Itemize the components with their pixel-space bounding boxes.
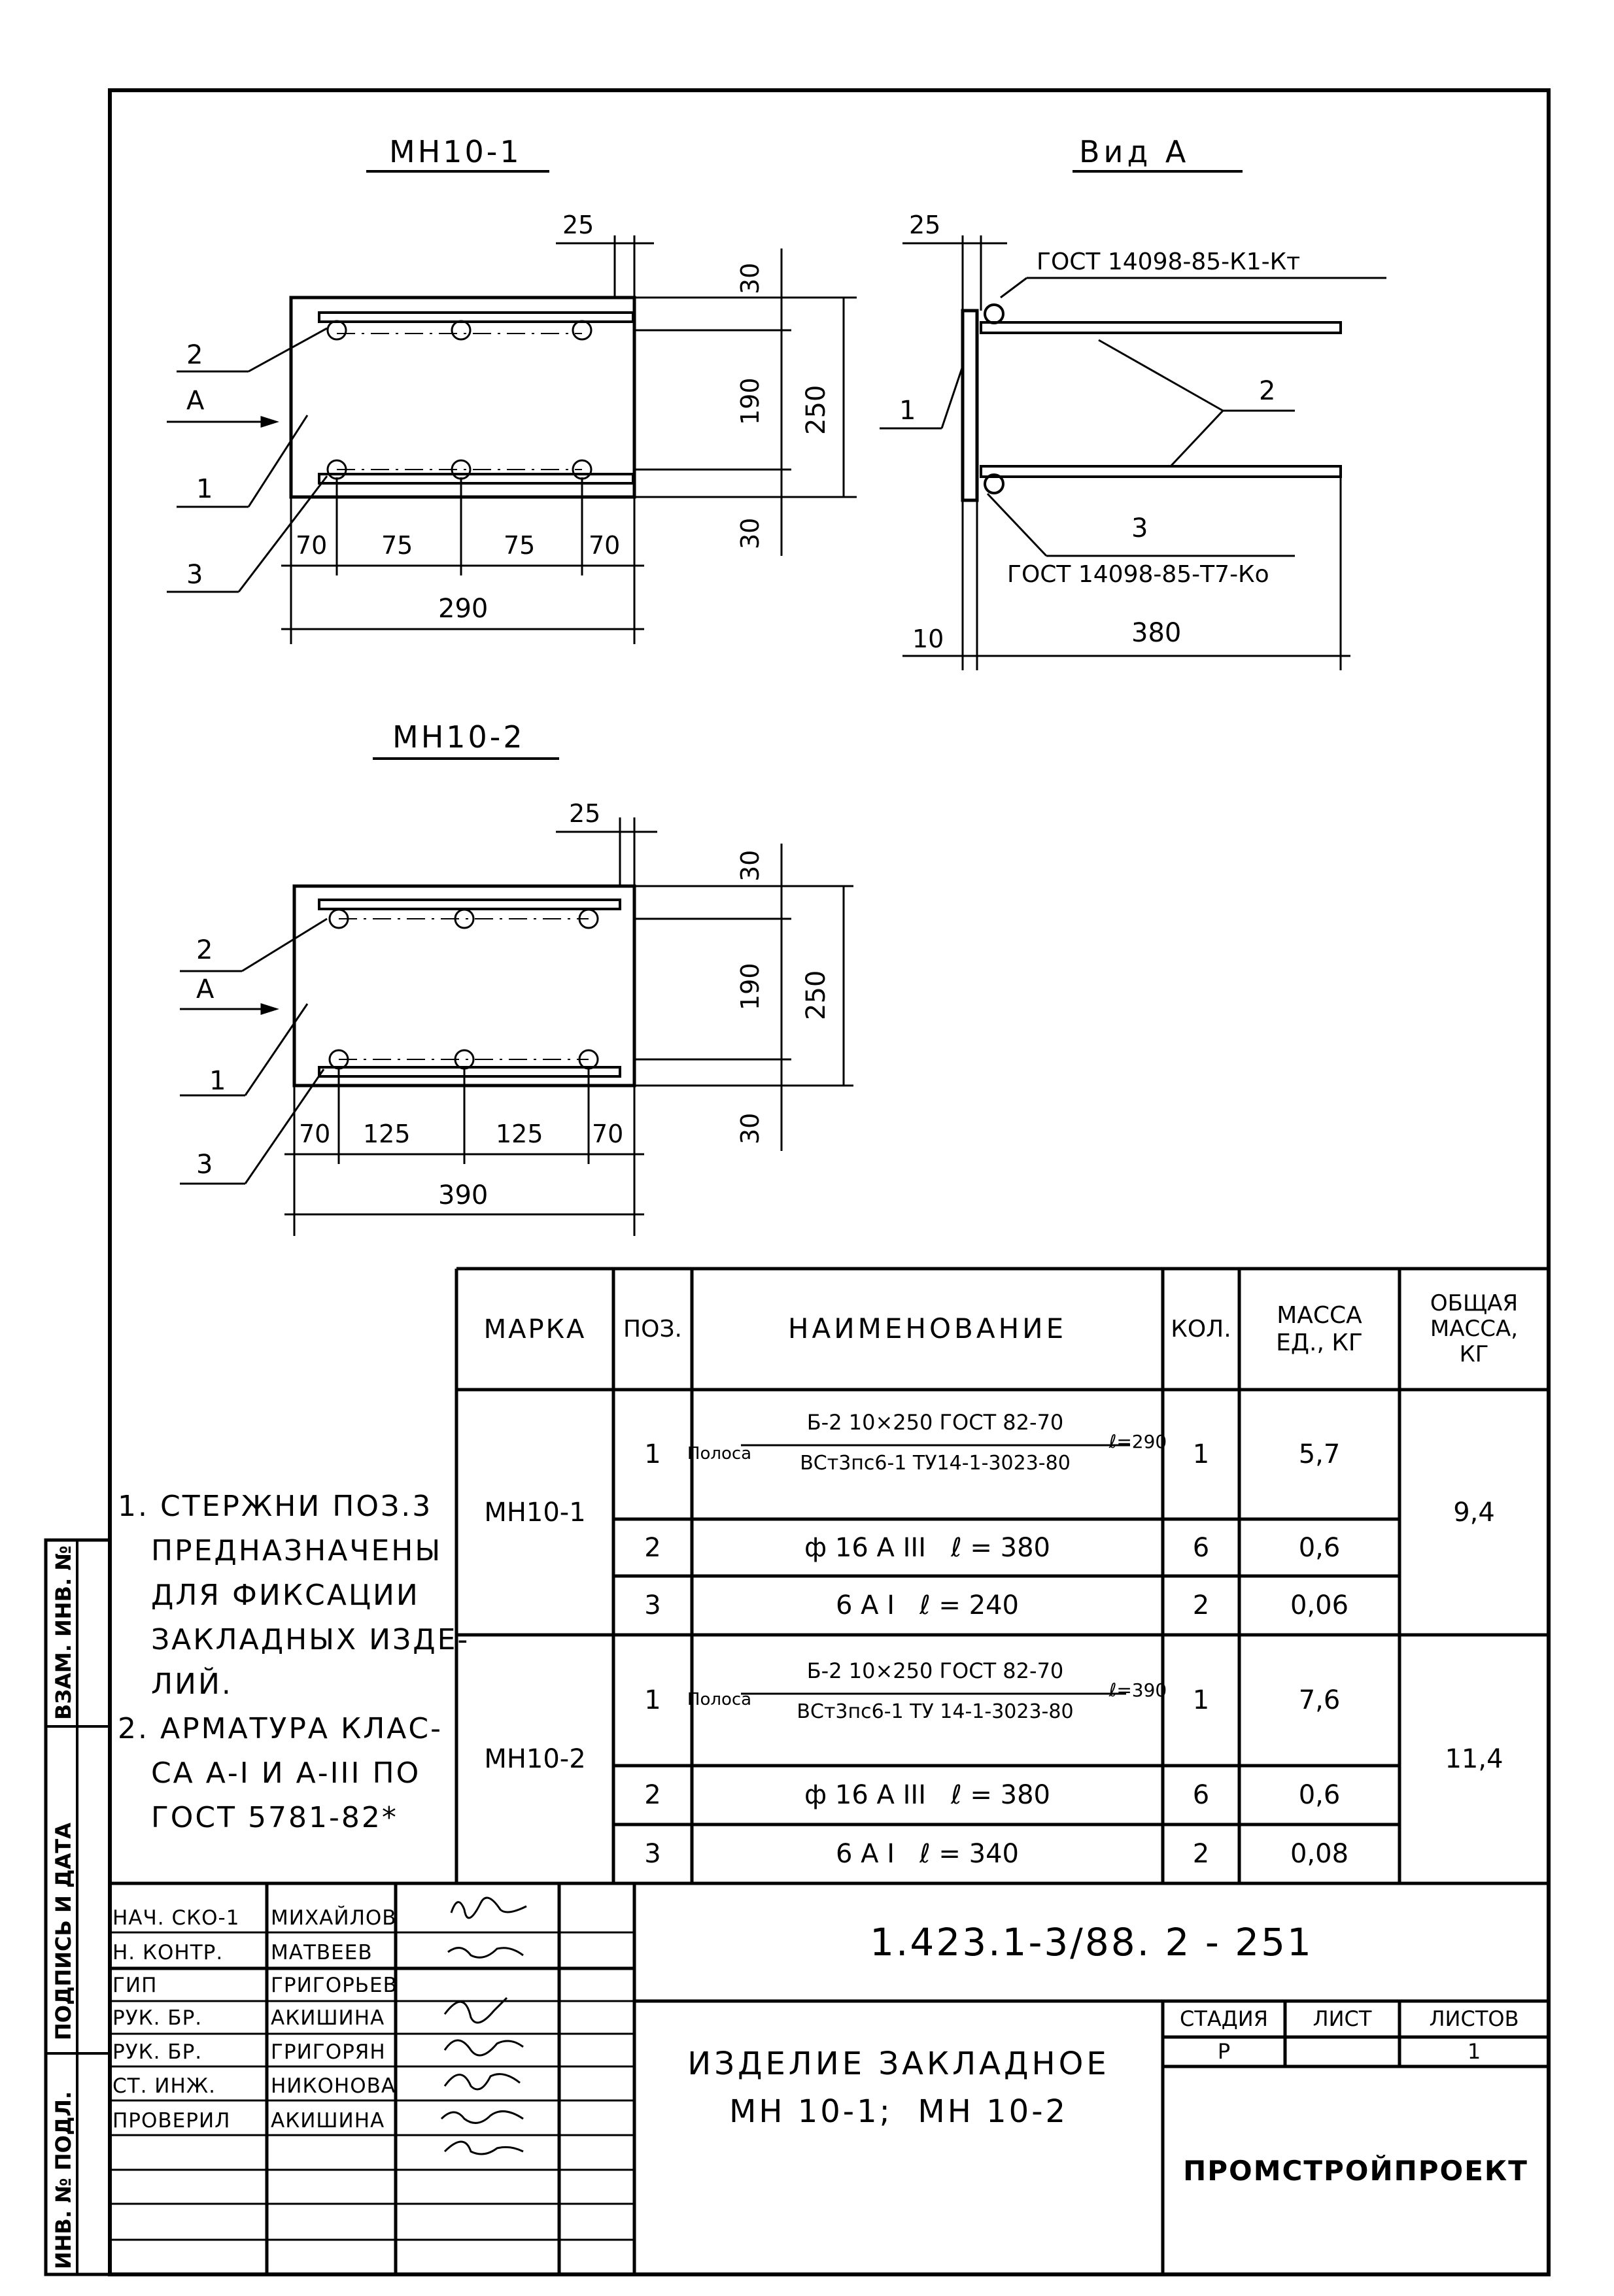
row-name-bottom: ВСт3пс6-1 ТУ 14-1-3023-80 (797, 1700, 1074, 1723)
sheet-label: ЛИСТ (1313, 2006, 1372, 2032)
mh10-1-dim-190: 190 (736, 377, 764, 425)
row-mass: 0,6 (1298, 1532, 1341, 1563)
mh10-2-pos-1: 1 (209, 1066, 226, 1096)
bar-lower (981, 466, 1341, 477)
mh10-1-title: МН10-1 (389, 134, 522, 169)
mh10-2-title: МН10-2 (392, 719, 525, 755)
staff-name: АКИШИНА (271, 2109, 385, 2133)
sidebar-replace-inv: ВЗАМ. ИНВ. № (51, 1545, 76, 1720)
row-mass: 7,6 (1298, 1685, 1341, 1715)
sidebar-inv-original: ИНВ. № ПОДЛ. (51, 2091, 76, 2269)
mark-mh10-1: МН10-1 (484, 1497, 586, 1528)
row-name-bottom: ВСт3пс6-1 ТУ14-1-3023-80 (800, 1451, 1071, 1475)
sidebar-sign-date: ПОДПИСЬ И ДАТА (51, 1823, 76, 2040)
mh10-1-dim-290: 290 (438, 594, 489, 624)
plate-outline (291, 298, 634, 497)
note-line: 1. СТЕРЖНИ ПОЗ.3 (118, 1490, 433, 1523)
bar-upper (981, 322, 1341, 333)
view-a-pos-2: 2 (1259, 376, 1276, 406)
plate-edge (963, 311, 977, 500)
staff-role: Н. КОНТР. (112, 1941, 224, 1964)
row-name-suffix: ℓ=390 (1108, 1679, 1167, 1701)
view-a-dim-25: 25 (909, 211, 941, 239)
plate-outline (294, 886, 634, 1086)
row-mass: 0,06 (1290, 1590, 1349, 1620)
view-a-gost-top: ГОСТ 14098-85-К1-Кт (1037, 248, 1301, 275)
stage-label: СТАДИЯ (1180, 2006, 1268, 2032)
mh10-1-dim-25: 25 (562, 211, 594, 239)
staff-name: ГРИГОРЬЕВ (271, 1974, 398, 1997)
mh10-2-arrow-label: А (196, 974, 215, 1004)
row-qty: 2 (1192, 1839, 1210, 1869)
mh10-1-dim-30-bot: 30 (736, 517, 764, 549)
staff-role: РУК. БР. (112, 2006, 203, 2030)
row-name-prefix: Полоса (687, 1444, 752, 1464)
row-mass: 0,08 (1290, 1839, 1349, 1869)
view-a-gost-bottom: ГОСТ 14098-85-Т7-Ко (1007, 561, 1269, 588)
document-code: 1.423.1-3/88. 2 - 251 (870, 1919, 1313, 1964)
staff-role: РУК. БР. (112, 2040, 203, 2064)
note-line: ПРЕДНАЗНАЧЕНЫ (118, 1534, 443, 1568)
mh10-1-pos-1: 1 (196, 474, 213, 504)
note-line: СА А-I И А-III ПО (118, 1756, 421, 1790)
bar-top (319, 313, 633, 322)
mh10-2-dim-30-bot: 30 (736, 1112, 764, 1144)
mh10-1-pos-2: 2 (186, 340, 203, 370)
product-name-line2: МН 10-1; МН 10-2 (729, 2093, 1069, 2131)
mh10-1-arrow-label: А (186, 386, 205, 416)
staff-role: ГИП (112, 1974, 158, 1997)
mh10-2-dim-25: 25 (569, 799, 601, 828)
row-qty: 1 (1192, 1685, 1210, 1715)
staff-role: НАЧ. СКО-1 (112, 1906, 240, 1930)
row-qty: 6 (1192, 1532, 1210, 1563)
row-name: 6 А I ℓ = 340 (836, 1839, 1019, 1869)
staff-name: МИХАЙЛОВ (271, 1906, 397, 1930)
sheets-value: 1 (1467, 2039, 1481, 2065)
view-a-pos-1: 1 (899, 396, 916, 426)
row-pos: 2 (644, 1532, 661, 1563)
mh10-2-dim-125-b: 125 (496, 1120, 543, 1148)
view-a-dim-380: 380 (1131, 618, 1182, 648)
row-name: 6 А I ℓ = 240 (836, 1590, 1019, 1620)
sheets-label: ЛИСТОВ (1429, 2006, 1519, 2032)
header-name: НАИМЕНОВАНИЕ (787, 1312, 1067, 1345)
header-mark: МАРКА (483, 1314, 587, 1345)
row-pos: 3 (644, 1590, 661, 1620)
staff-role: СТ. ИНЖ. (112, 2074, 216, 2098)
view-a-pos-3: 3 (1131, 513, 1148, 543)
view-a-title: Вид А (1079, 134, 1190, 169)
mh10-1-dim-75-b: 75 (504, 531, 536, 560)
row-name-prefix: Полоса (687, 1690, 752, 1710)
mh10-1-dim-75-a: 75 (381, 531, 413, 560)
mh10-1-dim-30-top: 30 (736, 262, 764, 294)
sheet-value (1286, 2038, 1398, 2065)
row-name-suffix: ℓ=290 (1108, 1430, 1167, 1452)
row-qty: 6 (1192, 1780, 1210, 1810)
mh10-1-dim-250: 250 (801, 385, 831, 435)
note-line: 2. АРМАТУРА КЛАС- (118, 1712, 443, 1745)
row-qty: 2 (1192, 1590, 1210, 1620)
staff-name: МАТВЕЕВ (271, 1941, 373, 1964)
signatures (441, 1898, 526, 2154)
mh10-2-dim-190: 190 (736, 963, 764, 1010)
note-line: ДЛЯ ФИКСАЦИИ (118, 1579, 420, 1612)
note-line: ЗАКЛАДНЫХ ИЗДЕ- (118, 1623, 470, 1656)
total-mass-mh10-2: 11,4 (1445, 1744, 1503, 1774)
mh10-2-pos-2: 2 (196, 935, 213, 965)
header-qty: КОЛ. (1171, 1315, 1231, 1343)
organization-name: ПРОМСТРОЙПРОЕКТ (1183, 2154, 1528, 2187)
staff-name: НИКОНОВА (271, 2074, 396, 2098)
mh10-2-dim-70-right: 70 (592, 1120, 624, 1148)
header-unit-mass: МАССА ЕД., КГ (1276, 1302, 1363, 1356)
mh10-2-dim-30-top: 30 (736, 849, 764, 882)
row-mass: 0,6 (1298, 1780, 1341, 1810)
mark-mh10-2: МН10-2 (484, 1744, 586, 1774)
total-mass-mh10-1: 9,4 (1453, 1497, 1495, 1528)
note-line: ЛИЙ. (118, 1668, 233, 1701)
mh10-1-dim-70-right: 70 (589, 531, 621, 560)
general-notes (118, 1484, 470, 1840)
row-name-top: Б-2 10×250 ГОСТ 82-70 (806, 1658, 1064, 1683)
mh10-1-dim-70-left: 70 (296, 531, 328, 560)
row-pos: 2 (644, 1780, 661, 1810)
row-pos: 1 (644, 1685, 661, 1715)
row-name: ф 16 А III ℓ = 380 (804, 1780, 1050, 1810)
mh10-2-dim-250: 250 (801, 970, 831, 1020)
mh10-2-dim-390: 390 (438, 1180, 489, 1210)
row-pos: 3 (644, 1839, 661, 1869)
view-a-dim-10: 10 (912, 625, 944, 653)
note-line: ГОСТ 5781-82* (118, 1801, 398, 1834)
staff-name: АКИШИНА (271, 2006, 385, 2030)
row-qty: 1 (1192, 1439, 1210, 1469)
staff-name: ГРИГОРЯН (271, 2040, 386, 2064)
row-name: ф 16 А III ℓ = 380 (804, 1532, 1050, 1563)
mh10-2-dim-70-left: 70 (299, 1120, 331, 1148)
mh10-2-pos-3: 3 (196, 1150, 213, 1180)
row-name-top: Б-2 10×250 ГОСТ 82-70 (806, 1409, 1064, 1435)
stage-value: Р (1217, 2039, 1231, 2065)
header-pos: ПОЗ. (623, 1315, 682, 1343)
header-total-mass: ОБЩАЯ МАССА, КГ (1430, 1290, 1519, 1368)
row-mass: 5,7 (1298, 1439, 1341, 1469)
view-a (880, 171, 1386, 670)
row-pos: 1 (644, 1439, 661, 1469)
staff-role: ПРОВЕРИЛ (112, 2109, 231, 2133)
mh10-2-dim-125-a: 125 (363, 1120, 411, 1148)
mh10-1-pos-3: 3 (186, 560, 203, 590)
product-name-line1: ИЗДЕЛИЕ ЗАКЛАДНОЕ (687, 2046, 1110, 2083)
